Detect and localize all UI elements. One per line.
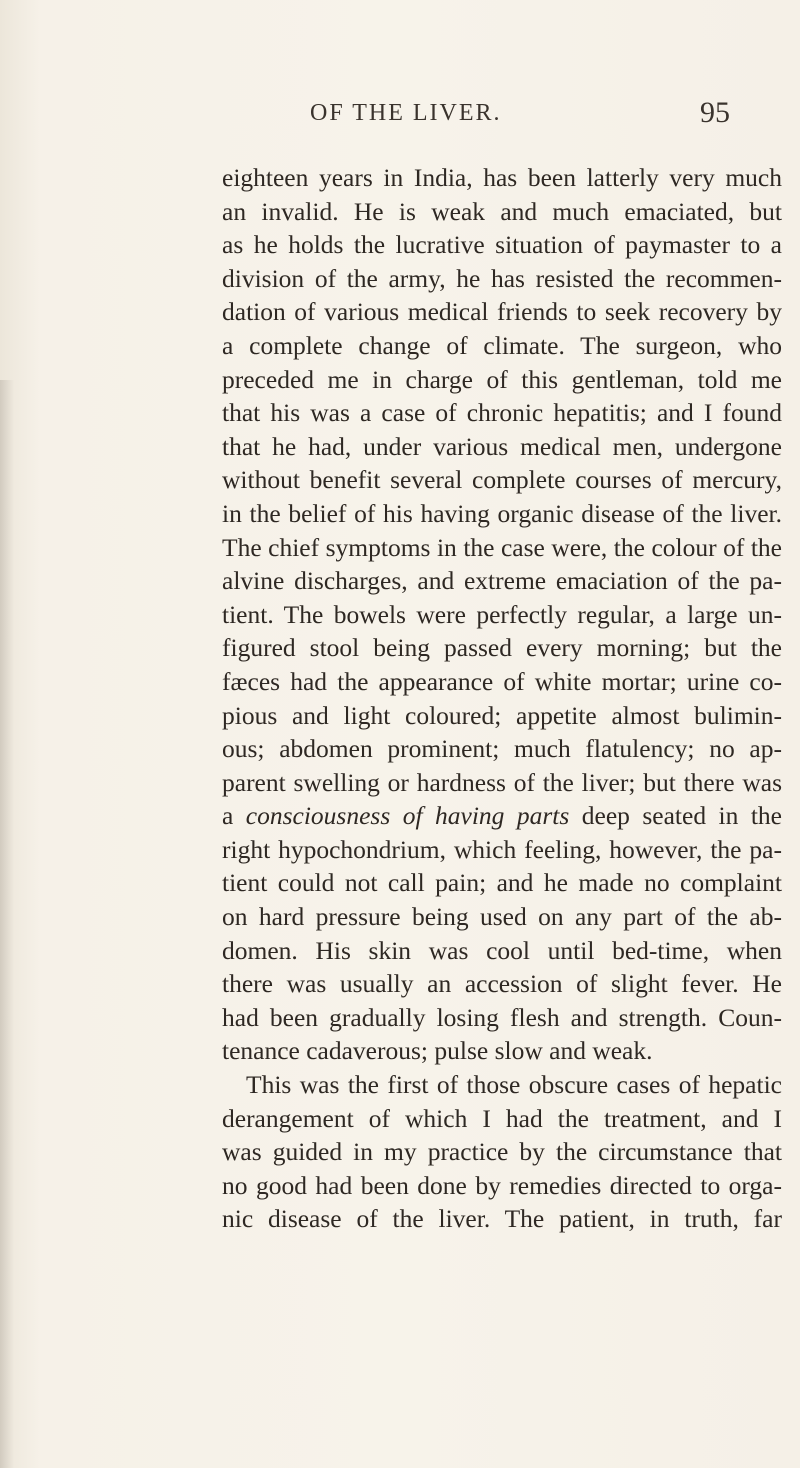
text-line: no good had been done by remedies directed to orga- [222,1170,782,1200]
text-line: tient. The bowels were perfectly regular, a large un- [222,599,782,629]
text-line: pious and light coloured; appetite almost bulimin- [222,700,782,730]
text-line: right hypochondrium, which feeling, however, the pa- [222,834,782,864]
text-line: was guided in my practice by the circumstance that [222,1137,782,1167]
page-number: 95 [700,96,730,129]
running-head: OF THE LIVER. [310,100,502,126]
italic-line-before: a [222,801,246,831]
text-line: there was usually an accession of slight fever. He [222,969,782,999]
text-line: had been gradually losing flesh and strength. Coun- [222,1002,782,1032]
paragraph-start: This was the first of those obscure cases of hepatic [246,1070,782,1100]
text-line: parent swelling or hardness of the liver; but there was [222,767,782,797]
text-line: alvine discharges, and extreme emaciation of the pa- [222,566,782,596]
text-line: ous; abdomen prominent; much flatulency; no ap- [222,734,782,764]
italic-line-after: deep seated in the [569,801,782,831]
text-line: fæces had the appearance of white mortar; urine co- [222,666,782,696]
page-header [0,96,800,140]
text-line: tenance cadaverous; pulse slow and weak. [222,1036,653,1066]
body-text [222,161,782,1236]
text-line: an invalid. He is weak and much emaciated, but [222,196,782,226]
text-line: The chief symptoms in the case were, the colour of the [222,532,782,562]
binding-shadow [0,380,14,1468]
text-line: dation of various medical friends to seek recovery by [222,297,782,327]
text-line: nic disease of the liver. The patient, in truth, far [222,1204,782,1234]
text-line: derangement of which I had the treatment, and I [222,1103,782,1133]
text-line: on hard pressure being used on any part of the ab- [222,902,782,932]
text-line: that his was a case of chronic hepatitis; and I found [222,398,782,428]
text-line: as he holds the lucrative situation of paymaster to a [222,230,782,260]
text-line: a complete change of climate. The surgeon, who [222,330,782,360]
text-line: without benefit several complete courses of mercury, [222,465,782,495]
italic-phrase: consciousness of having parts [245,801,570,831]
text-line: figured stool being passed every morning; but the [222,633,782,663]
text-line: division of the army, he has resisted the recommen- [222,263,782,293]
text-line: eighteen years in India, has been latterly very much [222,163,782,192]
text-line: preceded me in charge of this gentleman, told me [222,364,782,394]
text-line: that he had, under various medical men, undergone [222,431,782,461]
text-line: domen. His skin was cool until bed-time, when [222,935,782,965]
text-line: in the belief of his having organic disease of the liver. [222,498,782,528]
text-line-italic [222,799,782,833]
text-line: tient could not call pain; and he made no complaint [222,868,782,898]
